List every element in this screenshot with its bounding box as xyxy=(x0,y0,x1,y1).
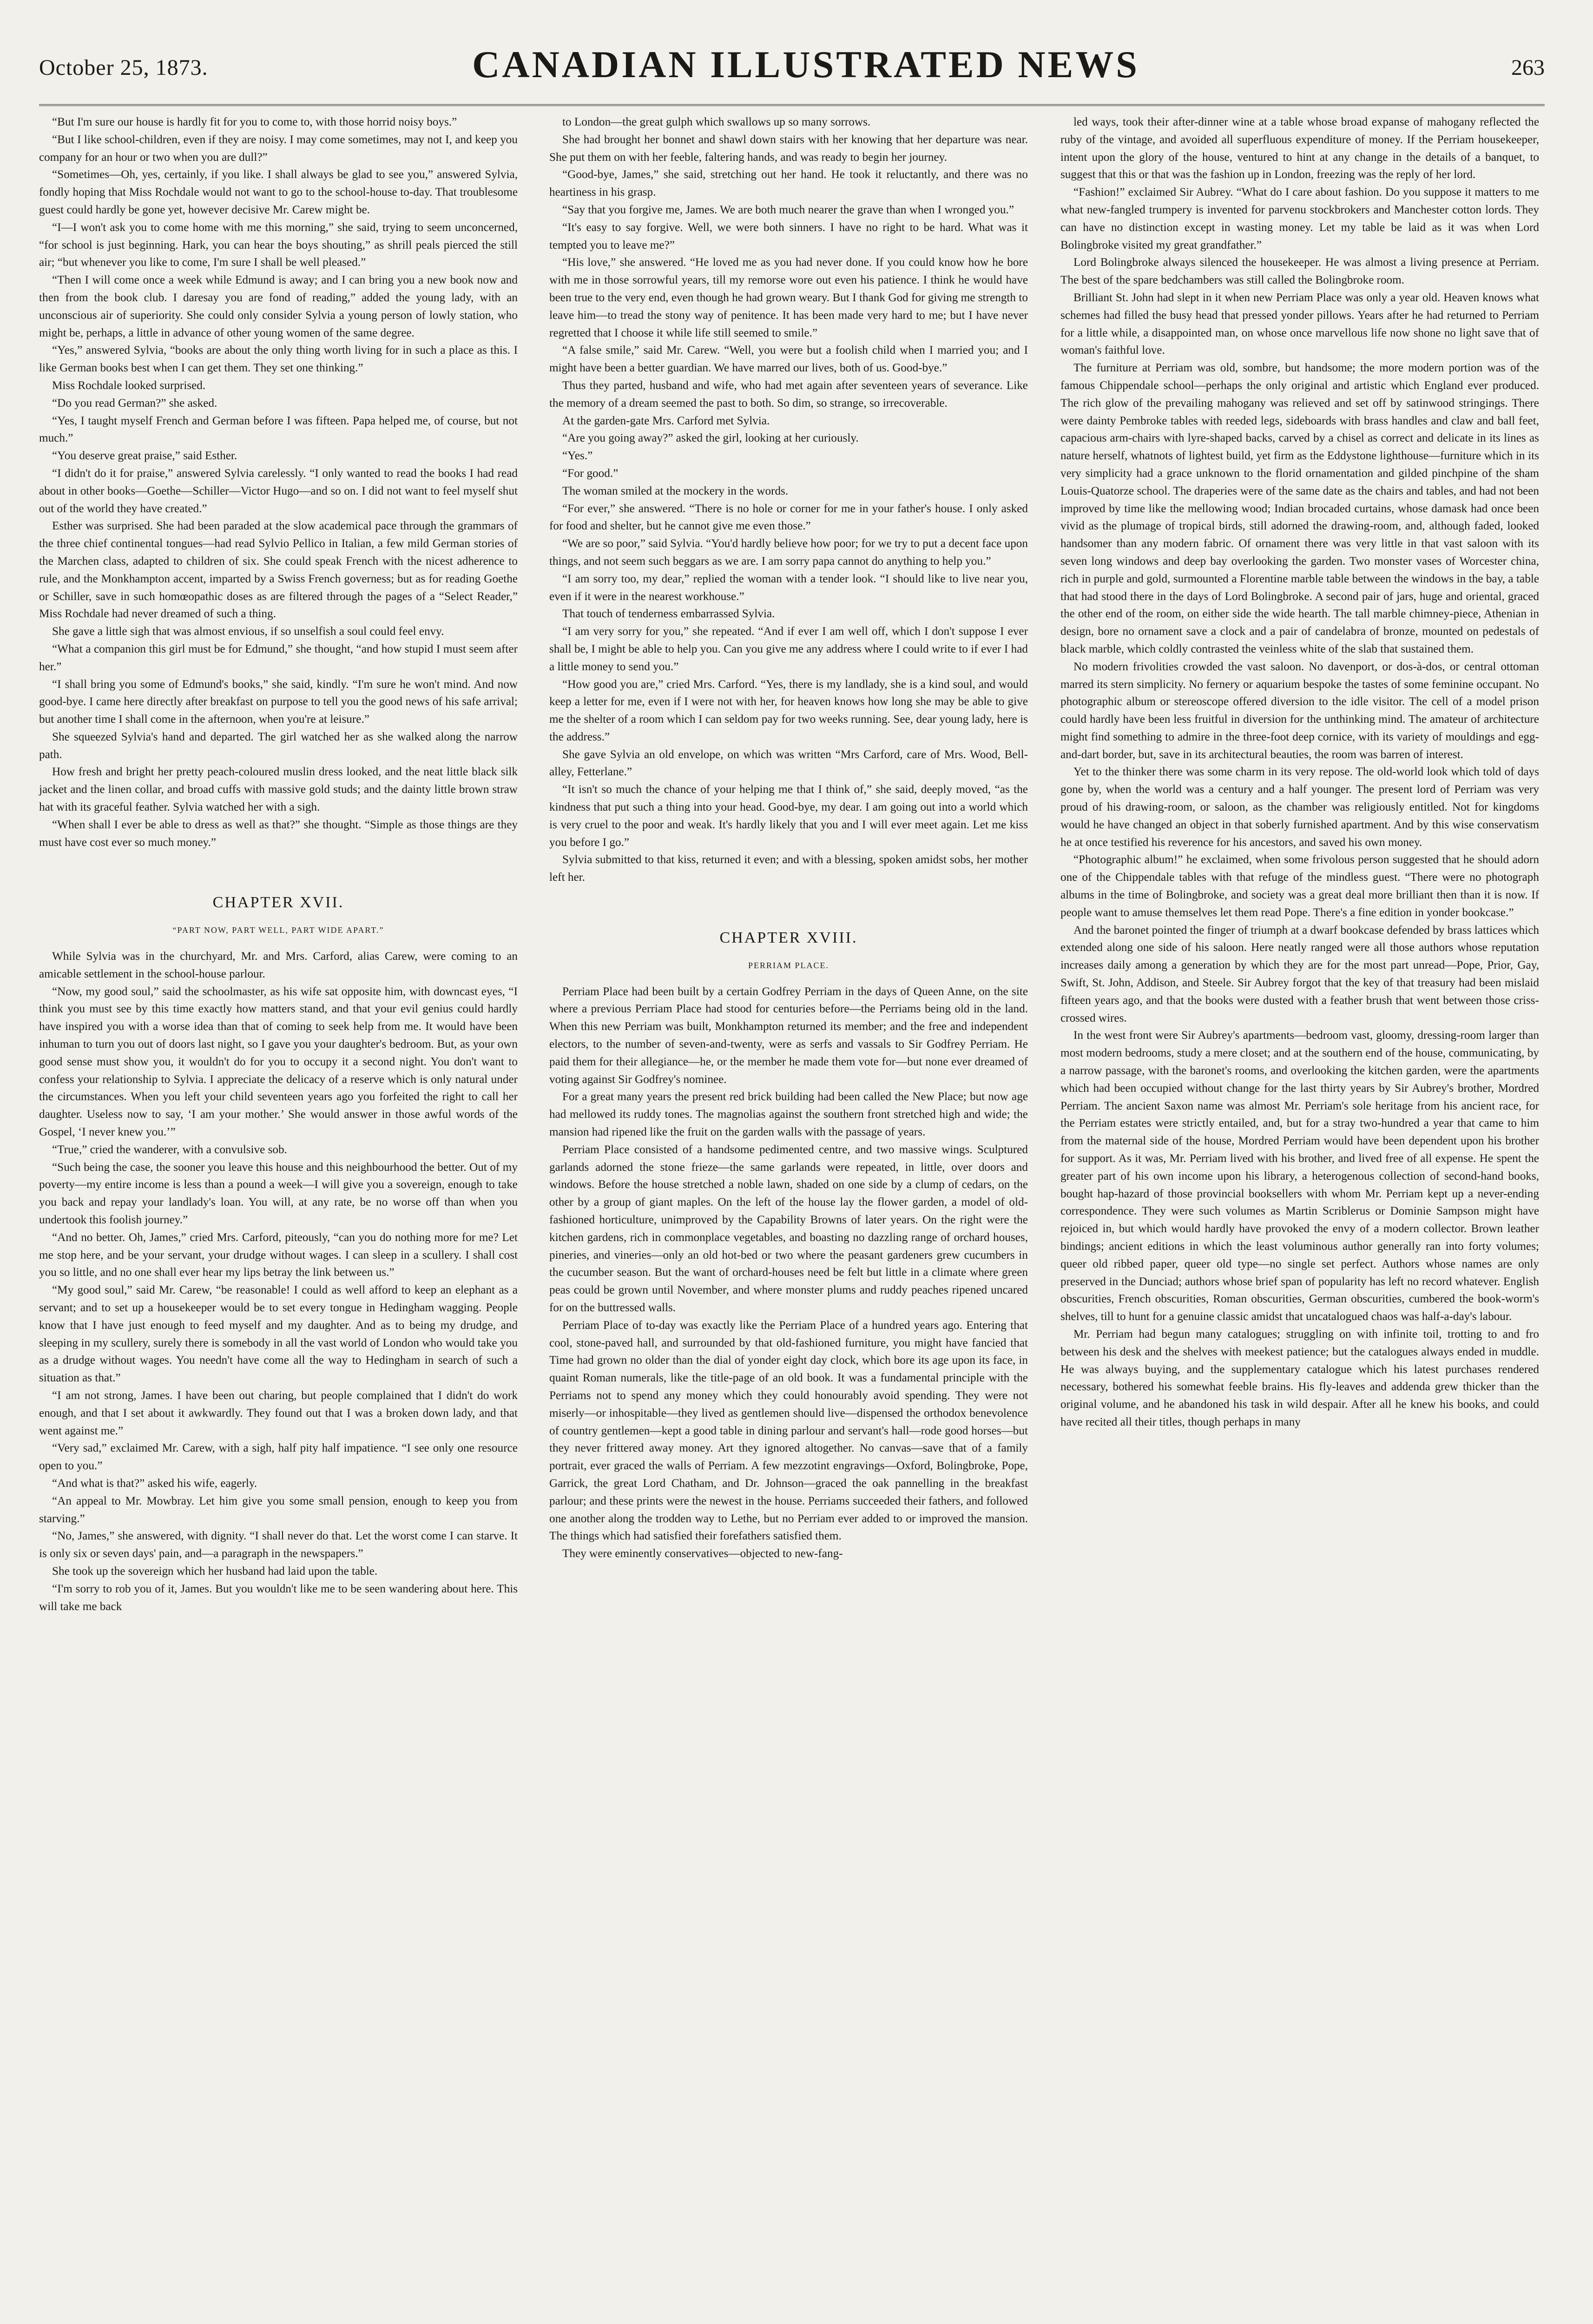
header-rule xyxy=(39,104,1545,106)
paragraph: “We are so poor,” said Sylvia. “You'd hardly believe how poor; for we try to put a decent face upon things, and not seem such beggars as we are. I am sorry papa cannot do anything to help you.” xyxy=(549,537,1028,568)
chapter-title: CHAPTER XVII. xyxy=(212,894,344,911)
paragraph: In the west front were Sir Aubrey's apartments—bedroom vast, gloomy, dressing-room larger than most modern bedrooms, study a mere closet; and at the southern end of the house, communicating, by a narrow passage, with the baronet's rooms, and overlooking the kitchen garden, were the apartments which had been occupied without change for the last thirty years by Sir Aubrey's brother, Mordred Perriam. The ancient Saxon name was almost Mr. Perriam's sole heritage from his ancient race, for the Perriam estates were strictly entailed, and, but for a stray two-hundred a year that came to him from the maternal side of the house, Mordred Perriam would have been dependent upon his brother for support. As it was, Mr. Perriam lived with his brother, and lived free of all expense. He spent the greater part of his own income upon his library, a heterogenous collection of second-hand books, bought hap-hazard of those provincial booksellers with whom Mr. Perriam kept up a never-ending correspondence. They were such volumes as Martin Scriblerus or Dominie Sampson might have rejoiced in, but which would hardly have provoked the envy of a modern collector. Brown leather bindings; ancient editions in which the least voluminous author generally ran into forty volumes; queer old ribbed paper, queer old type—no single set perfect. Authors whose names are only preserved in the Dunciad; authors whose brief span of popularity has left no record whatever. English obscurities, French obscurities, Roman obscurities, German obscurities, cumbered the book-worm's shelves, till to hunt for a genuine classic amidst that uncatalogued chaos was half-a-day's labour. xyxy=(1060,1029,1539,1323)
paragraph: “And what is that?” asked his wife, eagerly. xyxy=(52,1477,257,1490)
paragraph: Brilliant St. John had slept in it when new Perriam Place was only a year old. Heaven knows what schemes had filled the busy head that pressed yonder pillows. Years after he had returned to Perriam for a little while, a disappointed man, on whose once marvellous life now shone no light save that of woman's faithful love. xyxy=(1060,291,1539,357)
paragraph: “I am very sorry for you,” she repeated. “And if ever I am well off, which I don't suppose I ever shall be, I might be able to help you. Can you give me any address where I could write to if ever I had a little money to send you.” xyxy=(549,625,1028,673)
paragraph: At the garden-gate Mrs. Carford met Sylvia. xyxy=(562,414,770,427)
paragraph: Perriam Place had been built by a certain Godfrey Perriam in the days of Queen Anne, on the site where a previous Perriam Place had stood for centuries before—the Perriams being old in the land. When this new Perriam was built, Monkhampton returned its member; and the free and independent electors, to the number of seven-and-twenty, were as serfs and vassals to Sir Godfrey Perriam. He paid them for their allegiance—he, or the member he made them vote for—but none ever dreamed of voting against Sir Godfrey's nominee. xyxy=(549,985,1028,1086)
paragraph: “I didn't do it for praise,” answered Sylvia carelessly. “I only wanted to read the books I had read about in other books—Goethe—Schiller—Victor Hugo—and so on. I did not want to feel myself shut out of the world they have created.” xyxy=(39,467,518,515)
paragraph: She gave a little sigh that was almost envious, if so unselfish a soul could feel envy. xyxy=(52,625,444,638)
paragraph: to London—the great gulph which swallows up so many sorrows. xyxy=(562,116,871,128)
paragraph: “Do you read German?” she asked. xyxy=(52,396,217,409)
newspaper-title: CANADIAN ILLUSTRATED NEWS xyxy=(472,43,1139,86)
paragraph: “An appeal to Mr. Mowbray. Let him give you some small pension, enough to keep you from starving.” xyxy=(39,1494,518,1525)
paragraph: “When shall I ever be able to dress as well as that?” she thought. “Simple as those things are they must have cost ever so much money.” xyxy=(39,818,518,849)
paragraph: “What a companion this girl must be for Edmund,” she thought, “and how stupid I must seem after her.” xyxy=(39,642,518,673)
paragraph: “Such being the case, the sooner you leave this house and this neighbourhood the better. Out of my poverty—my entire income is less than a pound a week—I will give you a sovereign, enough to take you back and repay your landlady's loan. You will, at any rate, be no worse off than when you undertook this foolish journey.” xyxy=(39,1161,518,1227)
paragraph: And the baronet pointed the finger of triumph at a dwarf bookcase defended by brass lattices which extended along one side of his saloon. Here neatly ranged were all those authors whose reputation increases daily among a generation by which they are for the most part unread—Pope, Prior, Gay, Swift, St. John, Addison, and Steele. Sir Aubrey forgot that the key of that treasury had been mislaid fifteen years ago, and that the books were dusted with a feather brush that went between those criss-crossed wires. xyxy=(1060,924,1539,1024)
column-1 xyxy=(39,113,518,1615)
paragraph: They were eminently conservatives—objected to new-fang- xyxy=(562,1547,843,1560)
paragraph: She had brought her bonnet and shawl down stairs with her knowing that her departure was near. She put them on with her feeble, faltering hands, and was ready to begin her journey. xyxy=(549,133,1028,164)
paragraph: That touch of tenderness embarrassed Sylvia. xyxy=(562,607,775,621)
paragraph: “And no better. Oh, James,” cried Mrs. Carford, piteously, “can you do nothing more for me? Let me stop here, and be your servant, your drudge without wages. I can sleep in a scullery. I shall cost you so little, and no one shall ever hear my lips betray the link between us.” xyxy=(39,1231,518,1279)
paragraph: led ways, took their after-dinner wine at a table whose broad expanse of mahogany reflected the ruby of the vintage, and avoided all superfluous expenditure of money. If the Perriam housekeeper, intent upon the glory of the house, ventured to hint at any change in the details of a banquet, to suggest that this or that was the fashion up in London, freezing was the reply of her lord. xyxy=(1060,116,1539,181)
column-2 xyxy=(549,113,1028,1563)
paragraph: “Yes, I taught myself French and German before I was fifteen. Papa helped me, of course, but not much.” xyxy=(39,414,518,445)
paragraph: “His love,” she answered. “He loved me as you had never done. If you could know how he bore with me in those sorrowful years, till my remorse wore out even his patience. I think he would have been true to the very end, even though he had grown weary. But I thank God for giving me strength to leave him—to tread the stony way of penitence. It has been made very hard to me; but I have never regretted that I choose it while life still seemed to smile.” xyxy=(549,256,1028,339)
paragraph: “A false smile,” said Mr. Carew. “Well, you were but a foolish child when I married you; and I might have been a better guardian. We have marred our lives, both of us. Good-bye.” xyxy=(549,344,1028,375)
paragraph: “For ever,” she answered. “There is no hole or corner for me in your father's house. I only asked for food and shelter, but he cannot give me even those.” xyxy=(549,502,1028,533)
paragraph: “For good.” xyxy=(562,467,619,480)
paragraph: While Sylvia was in the churchyard, Mr. and Mrs. Carford, alias Carew, were coming to an amicable settlement in the school-house parlour. xyxy=(39,950,518,980)
paragraph: Miss Rochdale looked surprised. xyxy=(52,379,206,392)
paragraph: How fresh and bright her pretty peach-coloured muslin dress looked, and the neat little black silk jacket and the linen collar, and broad cuffs with massive gold studs; and the dainty little brown straw hat with its graceful feather. Sylvia watched her with a sigh. xyxy=(39,766,518,814)
paragraph: “But I like school-children, even if they are noisy. I may come sometimes, may not I, and keep you company for an hour or two when you are dull?” xyxy=(39,133,518,164)
chapter-subtitle: PERRIAM PLACE. xyxy=(748,960,829,970)
paragraph: “Good-bye, James,” she said, stretching out her hand. He took it reluctantly, and there was no heartiness in his grasp. xyxy=(549,168,1028,199)
paragraph: “Yes.” xyxy=(562,449,593,462)
page-number: 263 xyxy=(1511,55,1545,80)
paragraph: Esther was surprised. She had been paraded at the slow academical pace through the grammars of the three chief continental tongues—had read Sylvio Pellico in Italian, a few mild German stories of the Marchen class, adapted to children of six. She could speak French with the nicest adherence to rule, and the Monkhampton accent, imparted by a Swiss French governess; but as for reading Goethe or Schiller, save in such homœopathic doses as are filtered through the pages of a “Select Reader,” Miss Rochdale had never dreamed of such a thing. xyxy=(39,520,518,621)
chapter-subtitle: “PART NOW, PART WELL, PART WIDE APART.” xyxy=(172,925,384,935)
paragraph: No modern frivolities crowded the vast saloon. No davenport, or dos-à-dos, or central ottoman marred its stern simplicity. No fernery or aquarium bespoke the tastes of some feminine occupant. No photographic album or stereoscope offered diversion to the idle visitor. The cell of a model prison could hardly have been less fruitful in diversion for the unthinking mind. The amateur of architecture might find something to admire in the three-foot deep cornice, with its variety of mouldings and egg-and-dart border, but, save in its architectural beauties, the room was barren of interest. xyxy=(1060,660,1539,761)
paragraph: The furniture at Perriam was old, sombre, but handsome; the more modern portion was of the famous Chippendale school—perhaps the only original and artistic which England ever produced. The rich glow of the prevailing mahogany was relieved and set off by satinwood stringings. There were dainty Pembroke tables with reeded legs, sideboards with brass handles and claw and ball feet, capacious arm-chairs with lyre-shaped backs, carved by a chisel as correct and delicate in its lines as nature herself, whatnots of lightest build, yet firm as the Eddystone lighthouse—furniture which in its very simplicity had a grace unknown to the florid ornamentation and gilded pinchpine of the sham Louis-Quatorze school. The draperies were of the same date as the chairs and tables, and had not been improved by time like the mellowing wood; Indian brocaded curtains, whose damask had once been vivid as the plumage of tropical birds, still adorned the drawing-room, and, although faded, looked handsomer than any modern fabric. Of ornament there was very little in that vast saloon with its seven long windows and deep bay overlooking the garden. Two monster vases of Worcester china, rich in purple and gold, surmounted a Florentine marble table between the windows in the bay, a table that had stood there in the days of Lord Bolingbroke. A second pair of jars, huge and oriental, graced the other end of the room, on either side the wide hearth. The tall marble chimney-piece, Athenian in design, bore no ornament save a clock and a pair of candelabra of bronze, mounted on pedestals of black marble, which coldly contrasted the veinless white of the slab that sustained them. xyxy=(1060,362,1539,655)
paragraph: Yet to the thinker there was some charm in its very repose. The old-world look which told of days gone by, when the world was a century and a half younger. The present lord of Perriam was very proud of his drawing-room, or saloon, as the chamber was religiously entitled. Not for kingdoms would he have changed an object in that soberly furnished apartment. And by this wise conservatism he at once testified his reverence for his ancestors, and saved his own money. xyxy=(1060,766,1539,849)
paragraph: Sylvia submitted to that kiss, returned it even; and with a blessing, spoken amidst sobs, her mother left her. xyxy=(549,853,1028,884)
paragraph: “My good soul,” said Mr. Carew, “be reasonable! I could as well afford to keep an elephant as a servant; and to set up a housekeeper would be to set every tongue in Hedingham wagging. People know that I have just enough to feed myself and my daughter. And as to being my drudge, and sleeping in my scullery, surely there is somebody in all the vast world of London who would take you as a drudge without wages. You needn't have come all the way to Hedingham in search of such a situation as that.” xyxy=(39,1284,518,1385)
paragraph: Thus they parted, husband and wife, who had met again after seventeen years of severance. Like the memory of a dream seemed the past to both. So dim, so strange, so irrecoverable. xyxy=(549,379,1028,409)
paragraph: “It's easy to say forgive. Well, we were both sinners. I have no right to be hard. What was it tempted you to leave me?” xyxy=(549,221,1028,251)
paragraph: “I'm sorry to rob you of it, James. But you wouldn't like me to be seen wandering about here. This will take me back xyxy=(39,1582,518,1613)
paragraph: “Yes,” answered Sylvia, “books are about the only thing worth living for in such a place as this. I like German books best when I can get them. They set one thinking.” xyxy=(39,344,518,375)
paragraph: She took up the sovereign which her husband had laid upon the table. xyxy=(52,1565,378,1578)
chapter-title: CHAPTER XVIII. xyxy=(719,929,858,947)
paragraph: “True,” cried the wanderer, with a convulsive sob. xyxy=(52,1143,287,1156)
paragraph: “Then I will come once a week while Edmund is away; and I can bring you a new book now and then from the book club. I daresay you are fond of reading,” added the young lady, with an unconscious air of superiority. She could only consider Sylvia a young person of lowly station, who might be, perhaps, a little in advance of other young women of the same degree. xyxy=(39,274,518,339)
paragraph: “Sometimes—Oh, yes, certainly, if you like. I shall always be glad to see you,” answered Sylvia, fondly hoping that Miss Rochdale would not want to go to the school-house to-day. That troublesome guest could hardly be gone yet, however decisive Mr. Carew might be. xyxy=(39,168,518,216)
paragraph: “No, James,” she answered, with dignity. “I shall never do that. Let the worst come I can starve. It is only six or seven days' pain, and—a paragraph in the newspapers.” xyxy=(39,1530,518,1560)
paragraph: “How good you are,” cried Mrs. Carford. “Yes, there is my landlady, she is a kind soul, and would keep a letter for me, even if I were not with her, for heaven knows how long she may be able to give me the shelter of a room which I can seldom pay for two weeks running. See, dear young lady, here is the address.” xyxy=(549,678,1028,743)
paragraph: “It isn't so much the chance of your helping me that I think of,” she said, deeply moved, “as the kindness that put such a thing into your head. Good-bye, my dear. I am going out into a world which is very cruel to the poor and weak. It's hardly likely that you and I will ever meet again. Let me kiss you before I go.” xyxy=(549,783,1028,849)
issue-date: October 25, 1873. xyxy=(39,55,208,80)
paragraph: “Photographic album!” he exclaimed, when some frivolous person suggested that he should adorn one of the Chippendale tables with that refuge of the mindless guest. “There were no photograph albums in the time of Bolingbroke, and society was a great deal more brilliant then than it is now. If people want to amuse themselves let them read Pope. There's a fine edition in yonder bookcase.” xyxy=(1060,853,1539,919)
paragraph: The woman smiled at the mockery in the words. xyxy=(562,484,789,497)
paragraph: “You deserve great praise,” said Esther. xyxy=(52,449,237,462)
paragraph: Lord Bolingbroke always silenced the housekeeper. He was almost a living presence at Perriam. The best of the spare bedchambers was still called the Bolingbroke room. xyxy=(1060,256,1539,287)
paragraph: “Fashion!” exclaimed Sir Aubrey. “What do I care about fashion. Do you suppose it matters to me what new-fangled trumpery is invented for parvenu stockbrokers and Manchester cotton lords. They can have no distinction except in wasting money. Let my table be laid as it was when Lord Bolingbroke visited my great grandfather.” xyxy=(1060,186,1539,251)
paragraph: “I am not strong, James. I have been out charing, but people complained that I didn't do work enough, and that I set about it awkwardly. They found out that I was a broken down lady, and that went against me.” xyxy=(39,1389,518,1437)
paragraph: “I shall bring you some of Edmund's books,” she said, kindly. “I'm sure he won't mind. And now good-bye. I came here directly after breakfast on purpose to tell you the good news of his safe arrival; but another time I shall come in the afternoon, when you're at leisure.” xyxy=(39,678,518,726)
paragraph: For a great many years the present red brick building had been called the New Place; but now age had mellowed its ruddy tones. The magnolias against the southern front stretched high and wide; the mansion had ripened like the fruit on the garden walls with the passage of years. xyxy=(549,1090,1028,1139)
paragraph: “I am sorry too, my dear,” replied the woman with a tender look. “I should like to live near you, even if it were in the nearest workhouse.” xyxy=(549,572,1028,603)
paragraph: “Very sad,” exclaimed Mr. Carew, with a sigh, half pity half impatience. “I see only one resource open to you.” xyxy=(39,1442,518,1472)
paragraph: She gave Sylvia an old envelope, on which was written “Mrs Carford, care of Mrs. Wood, Bell-alley, Fetterlane.” xyxy=(549,748,1028,779)
column-3 xyxy=(1060,113,1539,1431)
paragraph: She squeezed Sylvia's hand and departed. The girl watched her as she walked along the narrow path. xyxy=(39,730,518,761)
paragraph: Mr. Perriam had begun many catalogues; struggling on with infinite toil, trotting to and fro between his desk and the shelves with meekest patience; but the catalogues always ended in muddle. He was always buying, and the supplementary catalogue which his latest purchases rendered necessary, bothered his somewhat feeble brains. His fly-leaves and addenda grew thicker than the original volume, and he abandoned his task in wild despair. After all he knew his books, and could have recited all their titles, though perhaps in many xyxy=(1060,1327,1539,1428)
masthead xyxy=(39,19,1573,88)
paragraph: “I—I won't ask you to come home with me this morning,” she said, trying to seem unconcerned, “for school is just beginning. Hark, you can hear the boys shouting,” as shrill peals pierced the still air; “but whenever you like to come, I'm sure I shall be well pleased.” xyxy=(39,221,518,269)
paragraph: “Say that you forgive me, James. We are both much nearer the grave than when I wronged you.” xyxy=(562,203,1014,216)
paragraph: “Are you going away?” asked the girl, looking at her curiously. xyxy=(562,432,859,445)
paragraph: “But I'm sure our house is hardly fit for you to come to, with those horrid noisy boys.” xyxy=(52,116,457,128)
paragraph: Perriam Place consisted of a handsome pedimented centre, and two massive wings. Sculptured garlands adorned the stone frieze—the same garlands were repeated, in little, over doors and windows. Before the house stretched a noble lawn, shaded on one side by a clump of cedars, on the other by a group of giant maples. On the left of the house lay the flower garden, a model of old-fashioned horticulture, unimproved by the Capability Browns of later years. On the right were the kitchen gardens, rich in commonplace vegetables, and boasting no dazzling range of orchard houses, pineries, and vineries—only an old hot-bed or two where the peasant gardeners grew cucumbers in the cucumber season. But the want of orchard-houses need be felt but little in a climate where green peas could be grown until November, and where monster plums and ruddy peaches ripened uncared for on the buttressed walls. xyxy=(549,1143,1028,1314)
paragraph: “Now, my good soul,” said the schoolmaster, as his wife sat opposite him, with downcast eyes, “I think you must see by this time exactly how matters stand, and that your evil genius could hardly have inspired you with a worse idea than that of coming to seek help from me. It would have been inhuman to turn you out of doors last night, so I gave you your daughter's bedroom. But, as your own good sense must show you, it wouldn't do for you to occupy it a second night. You don't want to confess your relationship to Sylvia. I appreciate the delicacy of a reserve which is only natural under the circumstances. When you left your child seventeen years ago you forfeited the right to call her daughter. Useless now to say, ‘I am your mother.’ She would answer in those awful words of the Gospel, ‘I never knew you.’” xyxy=(39,985,518,1139)
paragraph: Perriam Place of to-day was exactly like the Perriam Place of a hundred years ago. Entering that cool, stone-paved hall, and surrounded by that old-fashioned furniture, you might have fancied that Time had grown no older than the dial of yonder eight day clock, which bore its age upon its face, in quaint Roman numerals, like the title-page of an old book. It was a fundamental principle with the Perriams not to spend any money which they could honourably avoid spending. They were not miserly—or inhospitable—they lived as gentlemen should live—dispensed the orthodox benevolence of country gentlemen—kept a good table in dining parlour and servant's hall—rode good horses—but they never frittered away money. Art they ignored altogether. No canvas—save that of a family portrait, ever graced the walls of Perriam. A few mezzotint engravings—Oxford, Bolingbroke, Pope, Garrick, the great Lord Chatham, and Dr. Johnson—graced the oak pannelling in the breakfast parlour; and these prints were the newest in the house. Perriams succeeded their fathers, and followed one another along the trodden way to Lethe, but no Perriam ever added to or improved the mansion. The things which had satisfied their forefathers satisfied them. xyxy=(549,1319,1028,1543)
